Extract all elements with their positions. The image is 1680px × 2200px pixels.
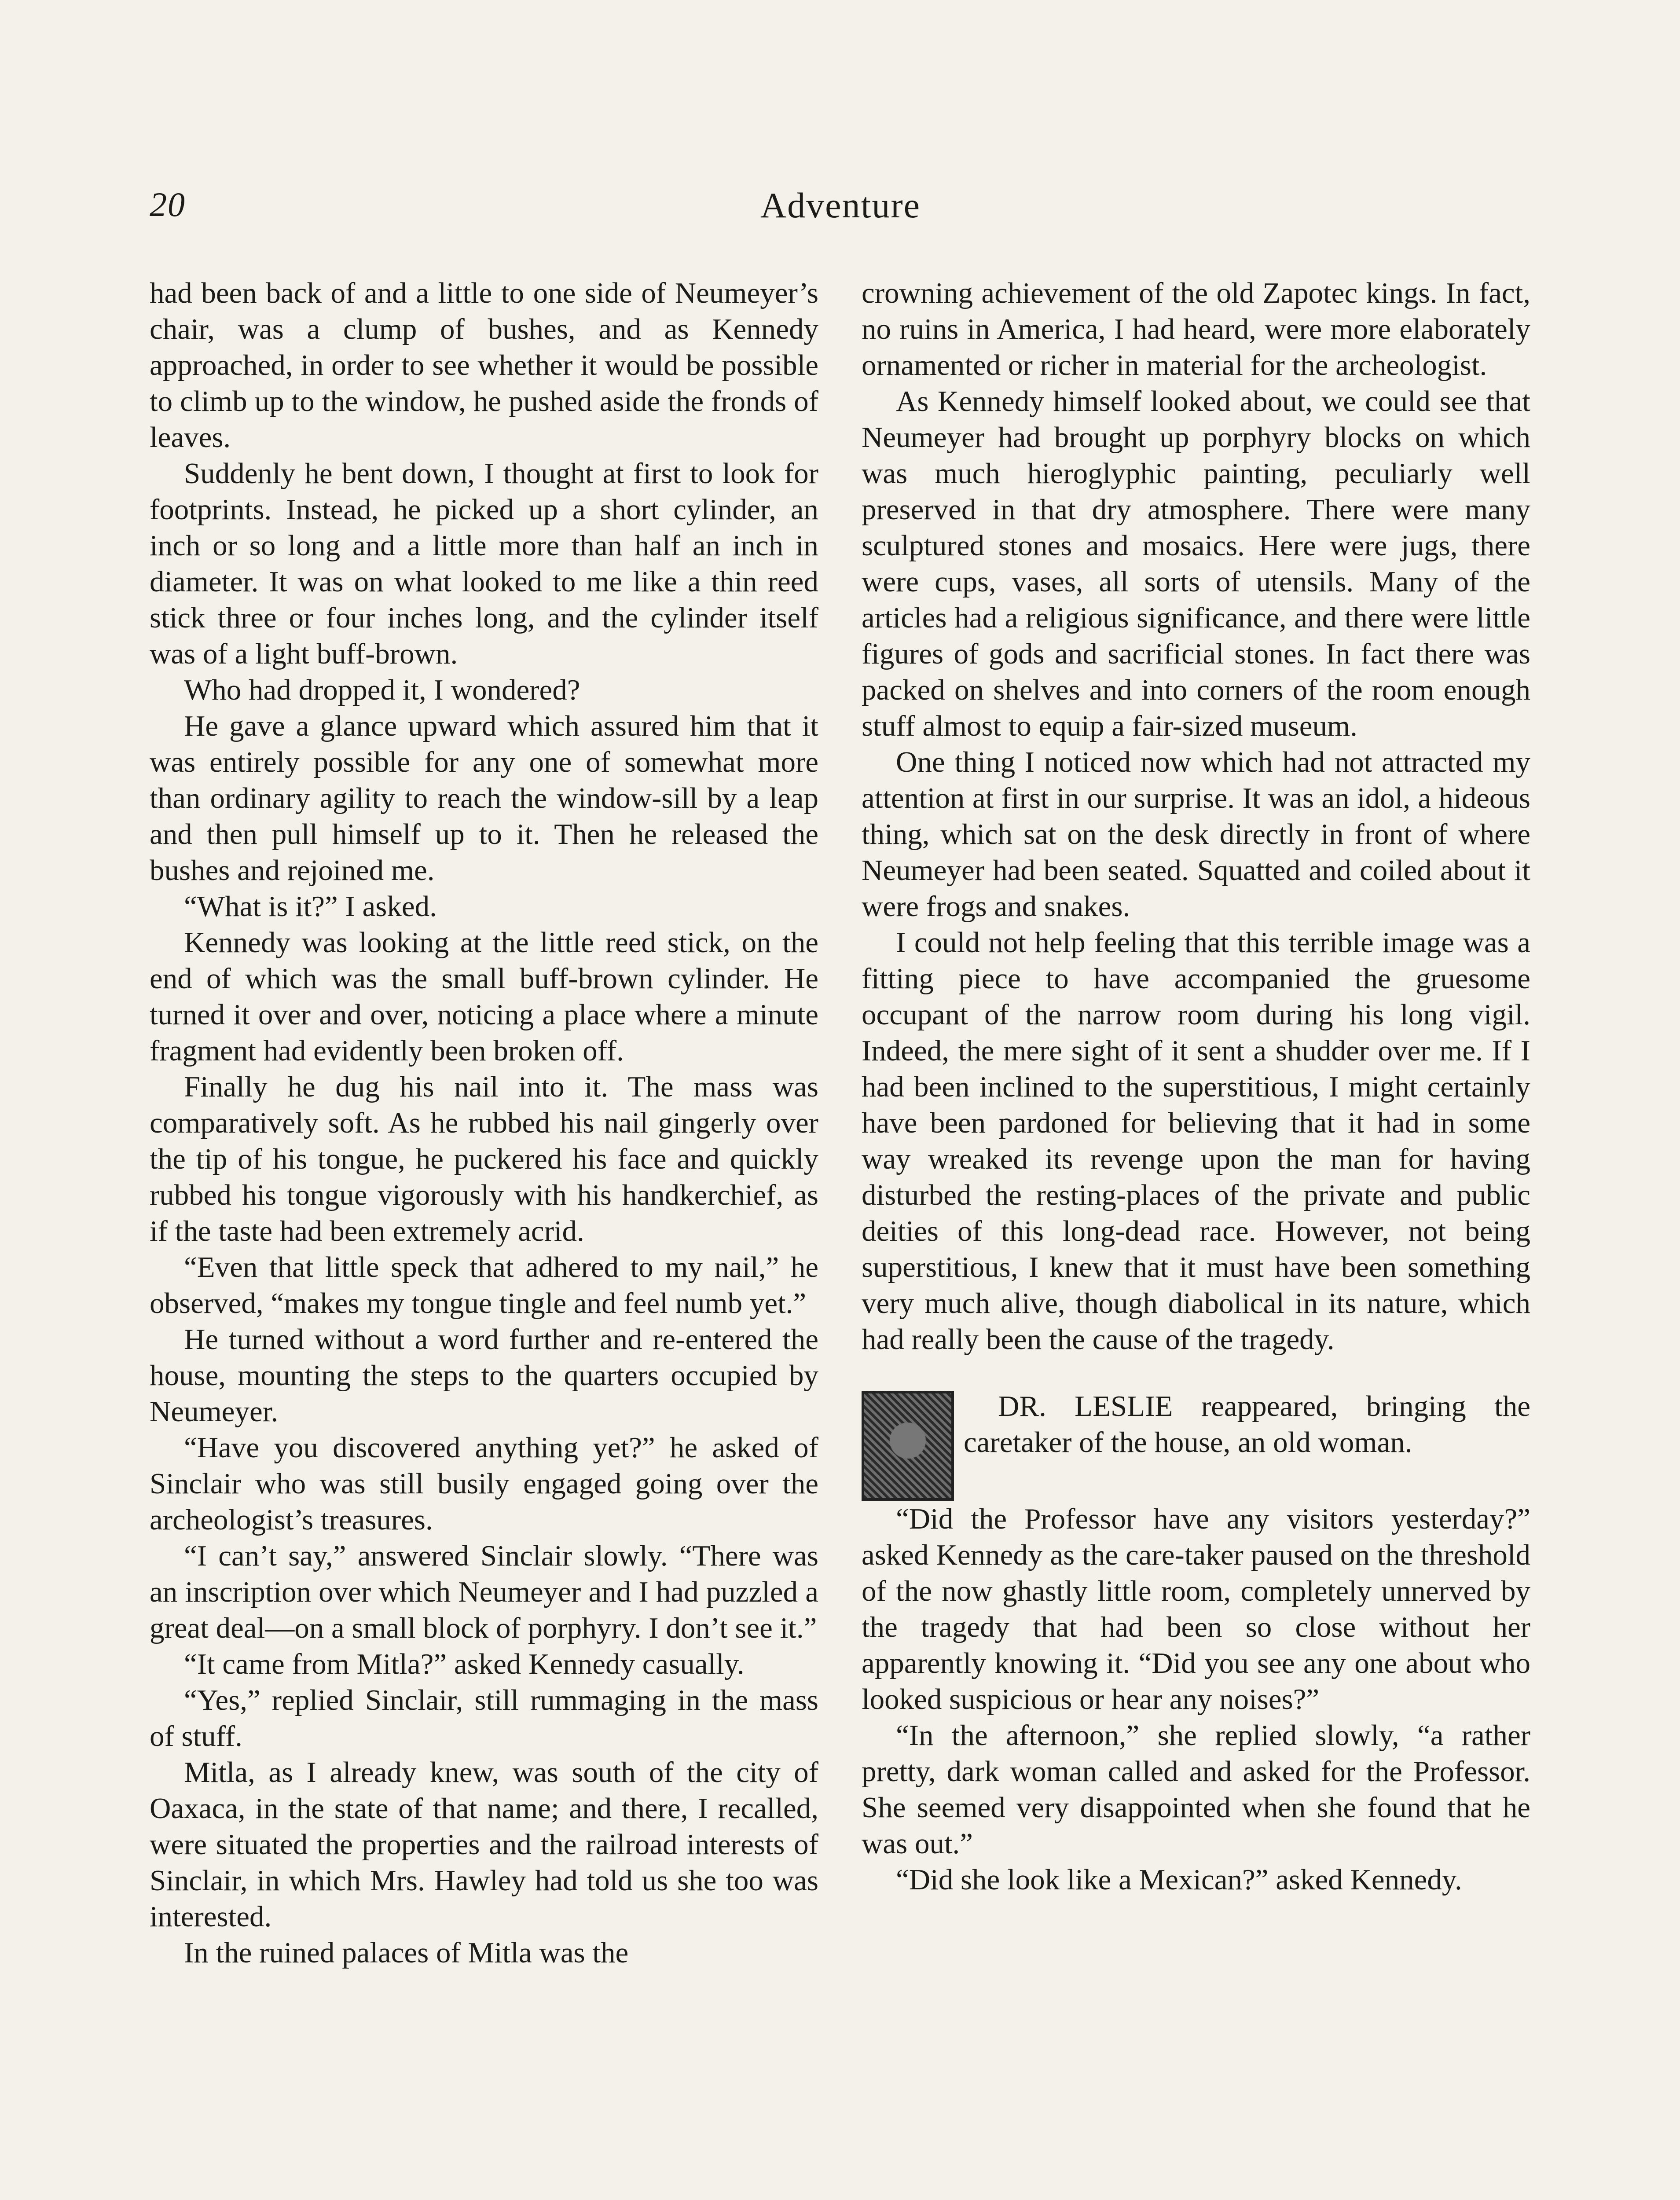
paragraph: crowning achievement of the old Zapotec kings. In fact, no ruins in America, I had heard, were more elaborately ornamented or richer in material for the archeologist. [862, 277, 1530, 381]
paragraph: “It came from Mitla?” asked Kennedy casually. [184, 1648, 745, 1680]
paragraph: Suddenly he bent down, I thought at first to look for footprints. Instead, he picked up a short cylinder, an inch or so long and a little more than half an inch in diameter. It was on what looked to me like a thin reed stick three or four inches long, and the cylinder itself was of a light buff-brown. [150, 457, 818, 670]
paragraph: “Yes,” replied Sinclair, still rummaging in the mass of stuff. [150, 1684, 818, 1753]
drop-cap-ornament [862, 1391, 954, 1501]
section-paragraphs [862, 1501, 1530, 1898]
paragraph: He gave a glance upward which assured him that it was entirely possible for any one of somewhat more than ordinary agility to reach the window-sill by a leap and then pull himself up to it. Then he released the bushes and rejoined me. [150, 710, 818, 887]
page-header [150, 185, 1531, 233]
right-column-body [862, 275, 1530, 1357]
paragraph: “Even that little speck that adhered to my nail,” he observed, “makes my tongue tingle and feel numb yet.” [150, 1251, 818, 1320]
page-number: 20 [150, 185, 186, 224]
paragraph: “What is it?” I asked. [184, 890, 437, 923]
running-title: Adventure [760, 185, 921, 225]
paragraph: “Did she look like a Mexican?” asked Kennedy. [896, 1863, 1462, 1896]
paragraph: “Did the Professor have any visitors yesterday?” asked Kennedy as the care-taker paused on the threshold of the now ghastly little room, completely unnerved by the tragedy that had been so close without her apparently knowing it. “Did you see any one about who looked suspicious or hear any noises?” [862, 1503, 1530, 1716]
left-column [150, 275, 818, 1971]
paragraph: Kennedy was looking at the little reed stick, on the end of which was the small buff-brown cylinder. He turned it over and over, noticing a place where a minute fragment had evidently been broken off. [150, 926, 818, 1067]
paragraph: In the ruined palaces of Mitla was the [184, 1936, 629, 1969]
paragraph: “In the afternoon,” she replied slowly, “a rather pretty, dark woman called and asked for the Professor. She seemed very disappointed when she found that he was out.” [862, 1719, 1530, 1860]
paragraph: Mitla, as I already knew, was south of the city of Oaxaca, in the state of that name; and there, I recalled, were situated the properties and the railroad interests of Sinclair, in which Mrs. Hawley had told us she too was interested. [150, 1756, 818, 1933]
paragraph: I could not help feeling that this terrible image was a fitting piece to have accompanied the gruesome occupant of the narrow room during his long vigil. Indeed, the mere sight of it sent a shudder over me. If I had been inclined to the superstitious, I might certainly have been pardoned for believing that it had in some way wreaked its revenge upon the man for having disturbed the resting-places of the private and public deities of this long-dead race. However, not being superstitious, I knew that it must have been something very much alive, though diabolical in its nature, which had really been the cause of the tragedy. [862, 926, 1530, 1356]
paragraph: Who had dropped it, I wondered? [184, 674, 580, 706]
section-break [862, 1388, 1530, 1898]
paragraph: had been back of and a little to one side of Neumeyer’s chair, was a clump of bushes, and as Kennedy approached, in order to see whether it would be possible to climb up to the window, he pushed aside the fronds of leaves. [150, 277, 818, 454]
paragraph: One thing I noticed now which had not attracted my attention at first in our surprise. It was an idol, a hideous thing, which sat on the desk directly in front of where Neumeyer had been seated. Squatted and coiled about it were frogs and snakes. [862, 746, 1530, 923]
paragraph: He turned without a word further and re-entered the house, mounting the steps to the quarters occupied by Neumeyer. [150, 1323, 818, 1428]
paragraph: Finally he dug his nail into it. The mass was comparatively soft. As he rubbed his nail gingerly over the tip of his tongue, he puckered his face and quickly rubbed his tongue vigorously with his handkerchief, as if the taste had been extremely acrid. [150, 1071, 818, 1247]
paragraph: “I can’t say,” answered Sinclair slowly. “There was an inscription over which Neumeyer and I had puzzled a great deal—on a small block of porphyry. I don’t see it.” [150, 1540, 818, 1644]
right-column [862, 275, 1530, 1898]
section-lead-paragraph: DR. LESLIE reappeared, bringing the caretaker of the house, an old woman. [964, 1390, 1530, 1459]
paragraph: “Have you discovered anything yet?” he asked of Sinclair who was still busily engaged going over the archeologist’s treasures. [150, 1431, 818, 1536]
paragraph: As Kennedy himself looked about, we could see that Neumeyer had brought up porphyry blocks on which was much hieroglyphic painting, peculiarly well preserved in that dry atmosphere. There were many sculptured stones and mosaics. Here were jugs, there were cups, vases, all sorts of utensils. Many of the articles had a religious significance, and there were little figures of gods and sacrificial stones. In fact there was packed on shelves and into corners of the room enough stuff almost to equip a fair-sized museum. [862, 385, 1530, 742]
